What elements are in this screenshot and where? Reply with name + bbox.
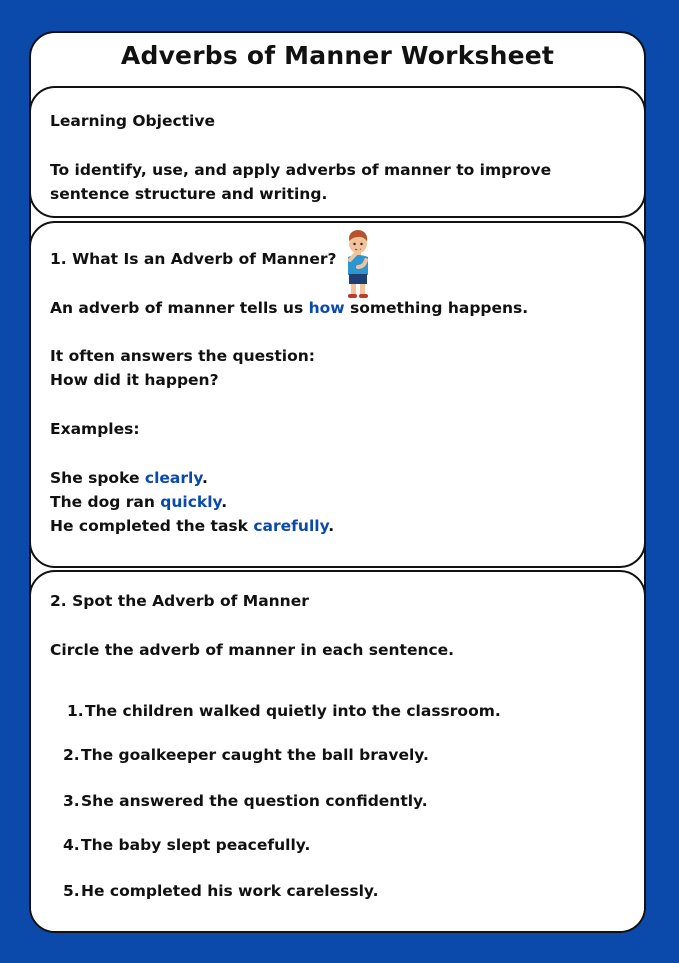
example-sentence: She spoke clearly. [50,469,208,487]
worksheet-card [29,31,646,933]
page-title: Adverbs of Manner Worksheet [120,41,555,70]
objective-heading: Learning Objective [50,112,215,130]
exercise-item: 5.He completed his work carelessly. [63,882,379,900]
what-is-adverb-panel [29,221,646,568]
exercise-item: 2.The goalkeeper caught the ball bravely. [63,746,429,764]
section2-heading: 2. Spot the Adverb of Manner [50,592,309,610]
highlight-how: how [308,299,345,317]
learning-objective-panel [29,86,646,218]
example-sentence: He completed the task carefully. [50,517,335,535]
adverb-definition: An adverb of manner tells us how something happens. [50,299,529,317]
exercise-item: 1.The children walked quietly into the classroom. [67,702,501,720]
question-line-2: How did it happen? [50,371,219,389]
exercise-item: 4.The baby slept peacefully. [63,836,311,854]
objective-line-2: sentence structure and writing. [50,185,328,203]
examples-label: Examples: [50,420,140,438]
spot-adverb-panel [29,570,646,933]
question-line-1: It often answers the question: [50,347,315,365]
example-sentence: The dog ran quickly. [50,493,228,511]
thinking-boy-illustration [341,227,375,301]
section1-heading: 1. What Is an Adverb of Manner? [50,250,337,268]
objective-line-1: To identify, use, and apply adverbs of manner to improve [50,161,552,179]
exercise-item: 3.She answered the question confidently. [63,792,428,810]
section2-instruction: Circle the adverb of manner in each sentence. [50,641,455,659]
